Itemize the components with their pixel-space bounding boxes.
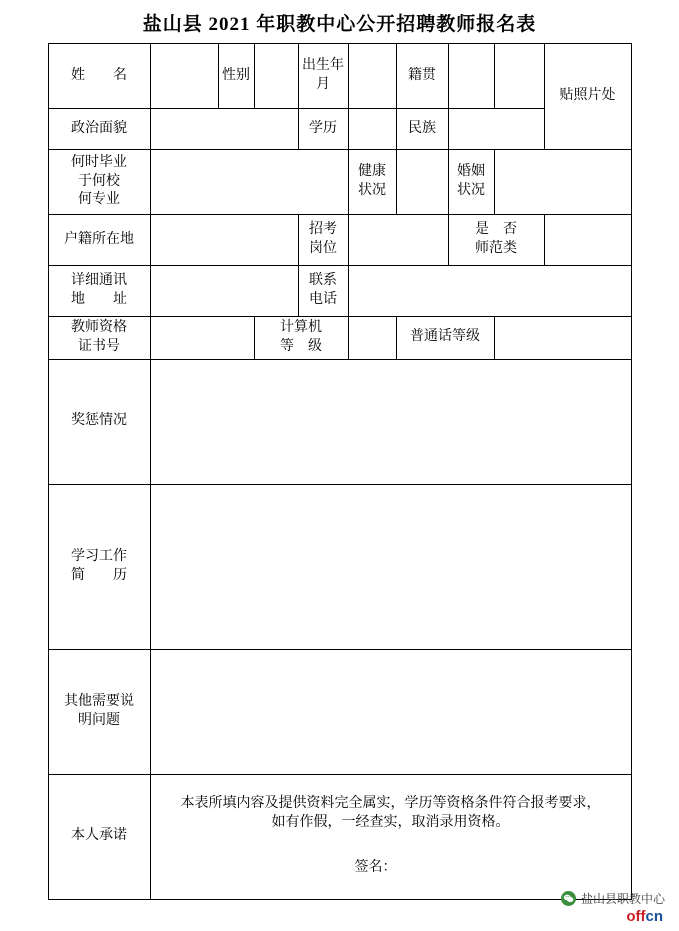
value-other[interactable] xyxy=(150,649,631,774)
label-native-place: 籍贯 xyxy=(396,44,448,109)
label-political-status: 政治面貌 xyxy=(48,109,150,150)
value-household[interactable] xyxy=(150,215,298,266)
value-gender[interactable] xyxy=(254,44,298,109)
label-commitment: 本人承诺 xyxy=(48,774,150,899)
footer xyxy=(561,890,665,925)
label-health xyxy=(348,150,396,215)
label-graduation-line3: 何专业 xyxy=(78,192,120,208)
value-putonghua-level[interactable] xyxy=(494,317,631,360)
label-phone-line2: 电话 xyxy=(309,292,337,307)
label-address xyxy=(48,266,150,317)
table-row xyxy=(48,109,631,150)
signature-line[interactable]: 签名： xyxy=(354,860,397,876)
label-address-line2: 地 址 xyxy=(71,292,127,307)
table-row xyxy=(48,359,631,484)
value-phone[interactable] xyxy=(348,266,631,317)
label-resume xyxy=(48,484,150,649)
label-gender: 性别 xyxy=(218,44,254,109)
value-rewards[interactable] xyxy=(150,359,631,484)
value-marital[interactable] xyxy=(494,150,631,215)
brand-logo-first: off xyxy=(626,908,646,925)
registration-form-table xyxy=(48,43,632,900)
label-graduation-line2: 于何校 xyxy=(78,173,120,189)
table-row xyxy=(48,266,631,317)
label-teacher-cert-line1: 教师资格 xyxy=(71,320,127,335)
label-household: 户籍所在地 xyxy=(48,215,150,266)
label-phone xyxy=(298,266,348,317)
value-ethnicity[interactable] xyxy=(448,109,544,150)
table-row xyxy=(48,649,631,774)
value-apply-post[interactable] xyxy=(348,215,448,266)
brand-logo xyxy=(626,908,663,925)
label-birth-date: 出生年月 xyxy=(298,44,348,109)
value-native-place-extra[interactable] xyxy=(494,44,544,109)
label-ethnicity: 民族 xyxy=(396,109,448,150)
label-other xyxy=(48,649,150,774)
wechat-account-name: 盐山县职教中心 xyxy=(580,892,665,906)
label-other-line1: 其他需要说 xyxy=(64,693,134,709)
value-normal-major[interactable] xyxy=(544,215,631,266)
label-graduation xyxy=(48,150,150,215)
label-teacher-cert-line2: 证书号 xyxy=(78,338,120,354)
label-apply-post-line1: 招考 xyxy=(309,222,337,238)
value-name[interactable] xyxy=(150,44,218,109)
value-native-place[interactable] xyxy=(448,44,494,109)
value-graduation[interactable] xyxy=(150,150,348,215)
commitment-text xyxy=(150,774,631,899)
label-apply-post-line2: 岗位 xyxy=(309,241,337,256)
label-health-line2: 状况 xyxy=(358,183,386,198)
page-title: 盐山县 2021 年职教中心公开招聘教师报名表 xyxy=(142,14,537,35)
wechat-icon xyxy=(561,891,576,906)
table-row xyxy=(48,774,631,899)
value-birth-date[interactable] xyxy=(348,44,396,109)
label-rewards: 奖惩情况 xyxy=(48,359,150,484)
label-computer-level-line1: 计算机 xyxy=(280,320,322,335)
value-political-status[interactable] xyxy=(150,109,298,150)
table-row xyxy=(48,150,631,215)
label-education: 学历 xyxy=(298,109,348,150)
label-health-line1: 健康 xyxy=(358,164,386,180)
label-computer-level xyxy=(254,317,348,360)
label-normal-major xyxy=(448,215,544,266)
wechat-account xyxy=(561,890,665,907)
label-computer-level-line2: 等 级 xyxy=(280,338,322,354)
label-phone-line1: 联系 xyxy=(309,273,337,289)
table-row xyxy=(48,484,631,649)
label-normal-major-line2: 师范类 xyxy=(475,241,517,256)
table-row xyxy=(48,215,631,266)
brand-logo-second: cn xyxy=(645,908,663,925)
commitment-line2: 如有作假，一经查实，取消录用资格。 xyxy=(271,815,510,831)
label-resume-line1: 学习工作 xyxy=(71,548,127,564)
label-teacher-cert xyxy=(48,317,150,360)
label-name: 姓 名 xyxy=(48,44,150,109)
label-apply-post xyxy=(298,215,348,266)
label-other-line2: 明问题 xyxy=(78,712,120,728)
label-graduation-line1: 何时毕业 xyxy=(71,154,127,170)
photo-placeholder: 贴照片处 xyxy=(544,44,631,150)
commitment-line1: 本表所填内容及提供资料完全属实，学历等资格条件符合报考要求， xyxy=(180,796,601,812)
value-address[interactable] xyxy=(150,266,298,317)
value-health[interactable] xyxy=(396,150,448,215)
label-resume-line2: 简 历 xyxy=(71,567,127,583)
table-row xyxy=(48,44,631,109)
value-resume[interactable] xyxy=(150,484,631,649)
value-computer-level[interactable] xyxy=(348,317,396,360)
label-putonghua-level: 普通话等级 xyxy=(396,317,494,360)
value-education[interactable] xyxy=(348,109,396,150)
label-marital-line1: 婚姻 xyxy=(457,164,485,180)
label-normal-major-line1: 是 否 xyxy=(475,222,517,238)
label-marital-line2: 状况 xyxy=(457,183,485,198)
label-address-line1: 详细通讯 xyxy=(71,273,127,289)
label-marital xyxy=(448,150,494,215)
table-row xyxy=(48,317,631,360)
value-teacher-cert[interactable] xyxy=(150,317,254,360)
